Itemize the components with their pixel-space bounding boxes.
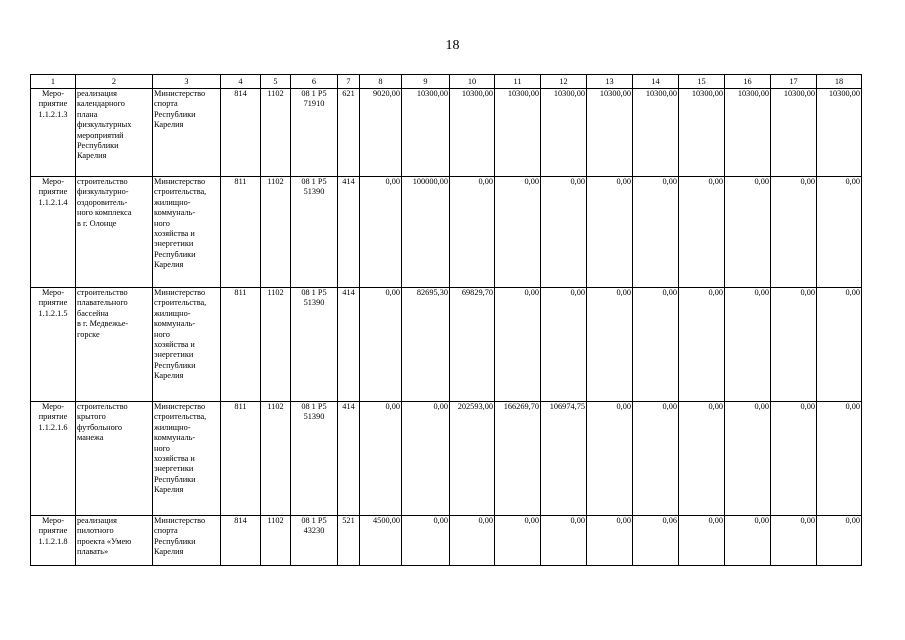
column-header-7: 7 xyxy=(338,75,360,89)
amount-cell-col-12: 0,00 xyxy=(541,177,587,288)
amount-cell-col-8: 4500,00 xyxy=(360,516,402,566)
grbs-code-cell: 814 xyxy=(221,89,261,177)
amount-cell-col-18: 0,00 xyxy=(817,177,862,288)
responsible-executor-cell: Министерство спорта Республики Карелия xyxy=(153,516,221,566)
amount-cell-col-14: 0,00 xyxy=(633,288,679,402)
amount-cell-col-11: 10300,00 xyxy=(495,89,541,177)
column-header-12: 12 xyxy=(541,75,587,89)
measure-id-cell: Меро- приятие 1.1.2.1.4 xyxy=(31,177,76,288)
table-row xyxy=(31,89,862,177)
target-article-cell: 08 1 Р5 43230 xyxy=(291,516,338,566)
section-code-cell: 1102 xyxy=(261,177,291,288)
amount-cell-col-17: 0,00 xyxy=(771,177,817,288)
section-code-cell: 1102 xyxy=(261,89,291,177)
amount-cell-col-13: 10300,00 xyxy=(587,89,633,177)
amount-cell-col-18: 0,00 xyxy=(817,402,862,516)
amount-cell-col-17: 10300,00 xyxy=(771,89,817,177)
column-header-4: 4 xyxy=(221,75,261,89)
measure-name-cell: реализация календарного плана физкультурных мероприятий Республики Карелия xyxy=(76,89,153,177)
amount-cell-col-12: 0,00 xyxy=(541,516,587,566)
table-body xyxy=(31,89,862,566)
amount-cell-col-13: 0,00 xyxy=(587,516,633,566)
column-header-17: 17 xyxy=(771,75,817,89)
column-header-1: 1 xyxy=(31,75,76,89)
amount-cell-col-15: 0,00 xyxy=(679,402,725,516)
column-header-11: 11 xyxy=(495,75,541,89)
table-row xyxy=(31,288,862,402)
grbs-code-cell: 811 xyxy=(221,288,261,402)
amount-cell-col-15: 0,00 xyxy=(679,516,725,566)
measure-name-cell: реализация пилотного проекта «Умею плавать» xyxy=(76,516,153,566)
measure-id-cell: Меро- приятие 1.1.2.1.5 xyxy=(31,288,76,402)
column-header-5: 5 xyxy=(261,75,291,89)
amount-cell-col-9: 100000,00 xyxy=(402,177,450,288)
grbs-code-cell: 811 xyxy=(221,177,261,288)
measure-id-cell: Меро- приятие 1.1.2.1.8 xyxy=(31,516,76,566)
table-row xyxy=(31,177,862,288)
amount-cell-col-9: 10300,00 xyxy=(402,89,450,177)
amount-cell-col-18: 0,00 xyxy=(817,288,862,402)
column-header-16: 16 xyxy=(725,75,771,89)
amount-cell-col-16: 0,00 xyxy=(725,402,771,516)
measure-name-cell: строительство плавательного бассейна в г. Медвежье- горске xyxy=(76,288,153,402)
amount-cell-col-18: 0,00 xyxy=(817,516,862,566)
amount-cell-col-11: 0,00 xyxy=(495,516,541,566)
target-article-cell: 08 1 Р5 51390 xyxy=(291,177,338,288)
column-header-13: 13 xyxy=(587,75,633,89)
amount-cell-col-16: 0,00 xyxy=(725,516,771,566)
amount-cell-col-12: 10300,00 xyxy=(541,89,587,177)
column-header-15: 15 xyxy=(679,75,725,89)
responsible-executor-cell: Министерство спорта Республики Карелия xyxy=(153,89,221,177)
grbs-code-cell: 814 xyxy=(221,516,261,566)
column-header-18: 18 xyxy=(817,75,862,89)
section-code-cell: 1102 xyxy=(261,402,291,516)
column-header-10: 10 xyxy=(450,75,495,89)
budget-table xyxy=(30,74,862,566)
expense-type-cell: 414 xyxy=(338,402,360,516)
amount-cell-col-10: 0,00 xyxy=(450,516,495,566)
target-article-cell: 08 1 Р5 51390 xyxy=(291,288,338,402)
amount-cell-col-8: 0,00 xyxy=(360,402,402,516)
amount-cell-col-14: 0,00 xyxy=(633,402,679,516)
page-number: 18 xyxy=(445,38,460,53)
table-row xyxy=(31,516,862,566)
amount-cell-col-11: 0,00 xyxy=(495,288,541,402)
amount-cell-col-13: 0,00 xyxy=(587,402,633,516)
amount-cell-col-14: 0,06 xyxy=(633,516,679,566)
amount-cell-col-16: 0,00 xyxy=(725,177,771,288)
target-article-cell: 08 1 Р5 71910 xyxy=(291,89,338,177)
amount-cell-col-15: 10300,00 xyxy=(679,89,725,177)
section-code-cell: 1102 xyxy=(261,516,291,566)
amount-cell-col-14: 10300,00 xyxy=(633,89,679,177)
amount-cell-col-12: 0,00 xyxy=(541,288,587,402)
amount-cell-col-16: 10300,00 xyxy=(725,89,771,177)
section-code-cell: 1102 xyxy=(261,288,291,402)
amount-cell-col-9: 0,00 xyxy=(402,516,450,566)
amount-cell-col-13: 0,00 xyxy=(587,288,633,402)
column-header-8: 8 xyxy=(360,75,402,89)
measure-name-cell: строительство крытого футбольного манежа xyxy=(76,402,153,516)
column-header-2: 2 xyxy=(76,75,153,89)
responsible-executor-cell: Министерство строительства, жилищно- коммуналь- ного хозяйства и энергетики Республики Карелия xyxy=(153,402,221,516)
amount-cell-col-10: 69829,70 xyxy=(450,288,495,402)
measure-id-cell: Меро- приятие 1.1.2.1.6 xyxy=(31,402,76,516)
amount-cell-col-10: 202593,00 xyxy=(450,402,495,516)
amount-cell-col-8: 9020,00 xyxy=(360,89,402,177)
expense-type-cell: 621 xyxy=(338,89,360,177)
amount-cell-col-17: 0,00 xyxy=(771,402,817,516)
expense-type-cell: 414 xyxy=(338,177,360,288)
column-header-3: 3 xyxy=(153,75,221,89)
amount-cell-col-9: 0,00 xyxy=(402,402,450,516)
responsible-executor-cell: Министерство строительства, жилищно- коммуналь- ного хозяйства и энергетики Республики Карелия xyxy=(153,288,221,402)
amount-cell-col-17: 0,00 xyxy=(771,516,817,566)
amount-cell-col-11: 166269,70 xyxy=(495,402,541,516)
amount-cell-col-13: 0,00 xyxy=(587,177,633,288)
measure-id-cell: Меро- приятие 1.1.2.1.3 xyxy=(31,89,76,177)
responsible-executor-cell: Министерство строительства, жилищно- коммуналь- ного хозяйства и энергетики Республики Карелия xyxy=(153,177,221,288)
column-header-9: 9 xyxy=(402,75,450,89)
amount-cell-col-11: 0,00 xyxy=(495,177,541,288)
table-header xyxy=(31,75,862,89)
amount-cell-col-12: 106974,75 xyxy=(541,402,587,516)
amount-cell-col-15: 0,00 xyxy=(679,288,725,402)
amount-cell-col-10: 0,00 xyxy=(450,177,495,288)
amount-cell-col-18: 10300,00 xyxy=(817,89,862,177)
table-row xyxy=(31,402,862,516)
amount-cell-col-14: 0,00 xyxy=(633,177,679,288)
measure-name-cell: строительство физкультурно- оздоровитель- ного комплекса в г. Олонце xyxy=(76,177,153,288)
amount-cell-col-17: 0,00 xyxy=(771,288,817,402)
expense-type-cell: 414 xyxy=(338,288,360,402)
amount-cell-col-15: 0,00 xyxy=(679,177,725,288)
amount-cell-col-16: 0,00 xyxy=(725,288,771,402)
amount-cell-col-10: 10300,00 xyxy=(450,89,495,177)
target-article-cell: 08 1 Р5 51390 xyxy=(291,402,338,516)
amount-cell-col-8: 0,00 xyxy=(360,177,402,288)
grbs-code-cell: 811 xyxy=(221,402,261,516)
expense-type-cell: 521 xyxy=(338,516,360,566)
amount-cell-col-9: 82695,30 xyxy=(402,288,450,402)
column-header-14: 14 xyxy=(633,75,679,89)
column-header-6: 6 xyxy=(291,75,338,89)
amount-cell-col-8: 0,00 xyxy=(360,288,402,402)
